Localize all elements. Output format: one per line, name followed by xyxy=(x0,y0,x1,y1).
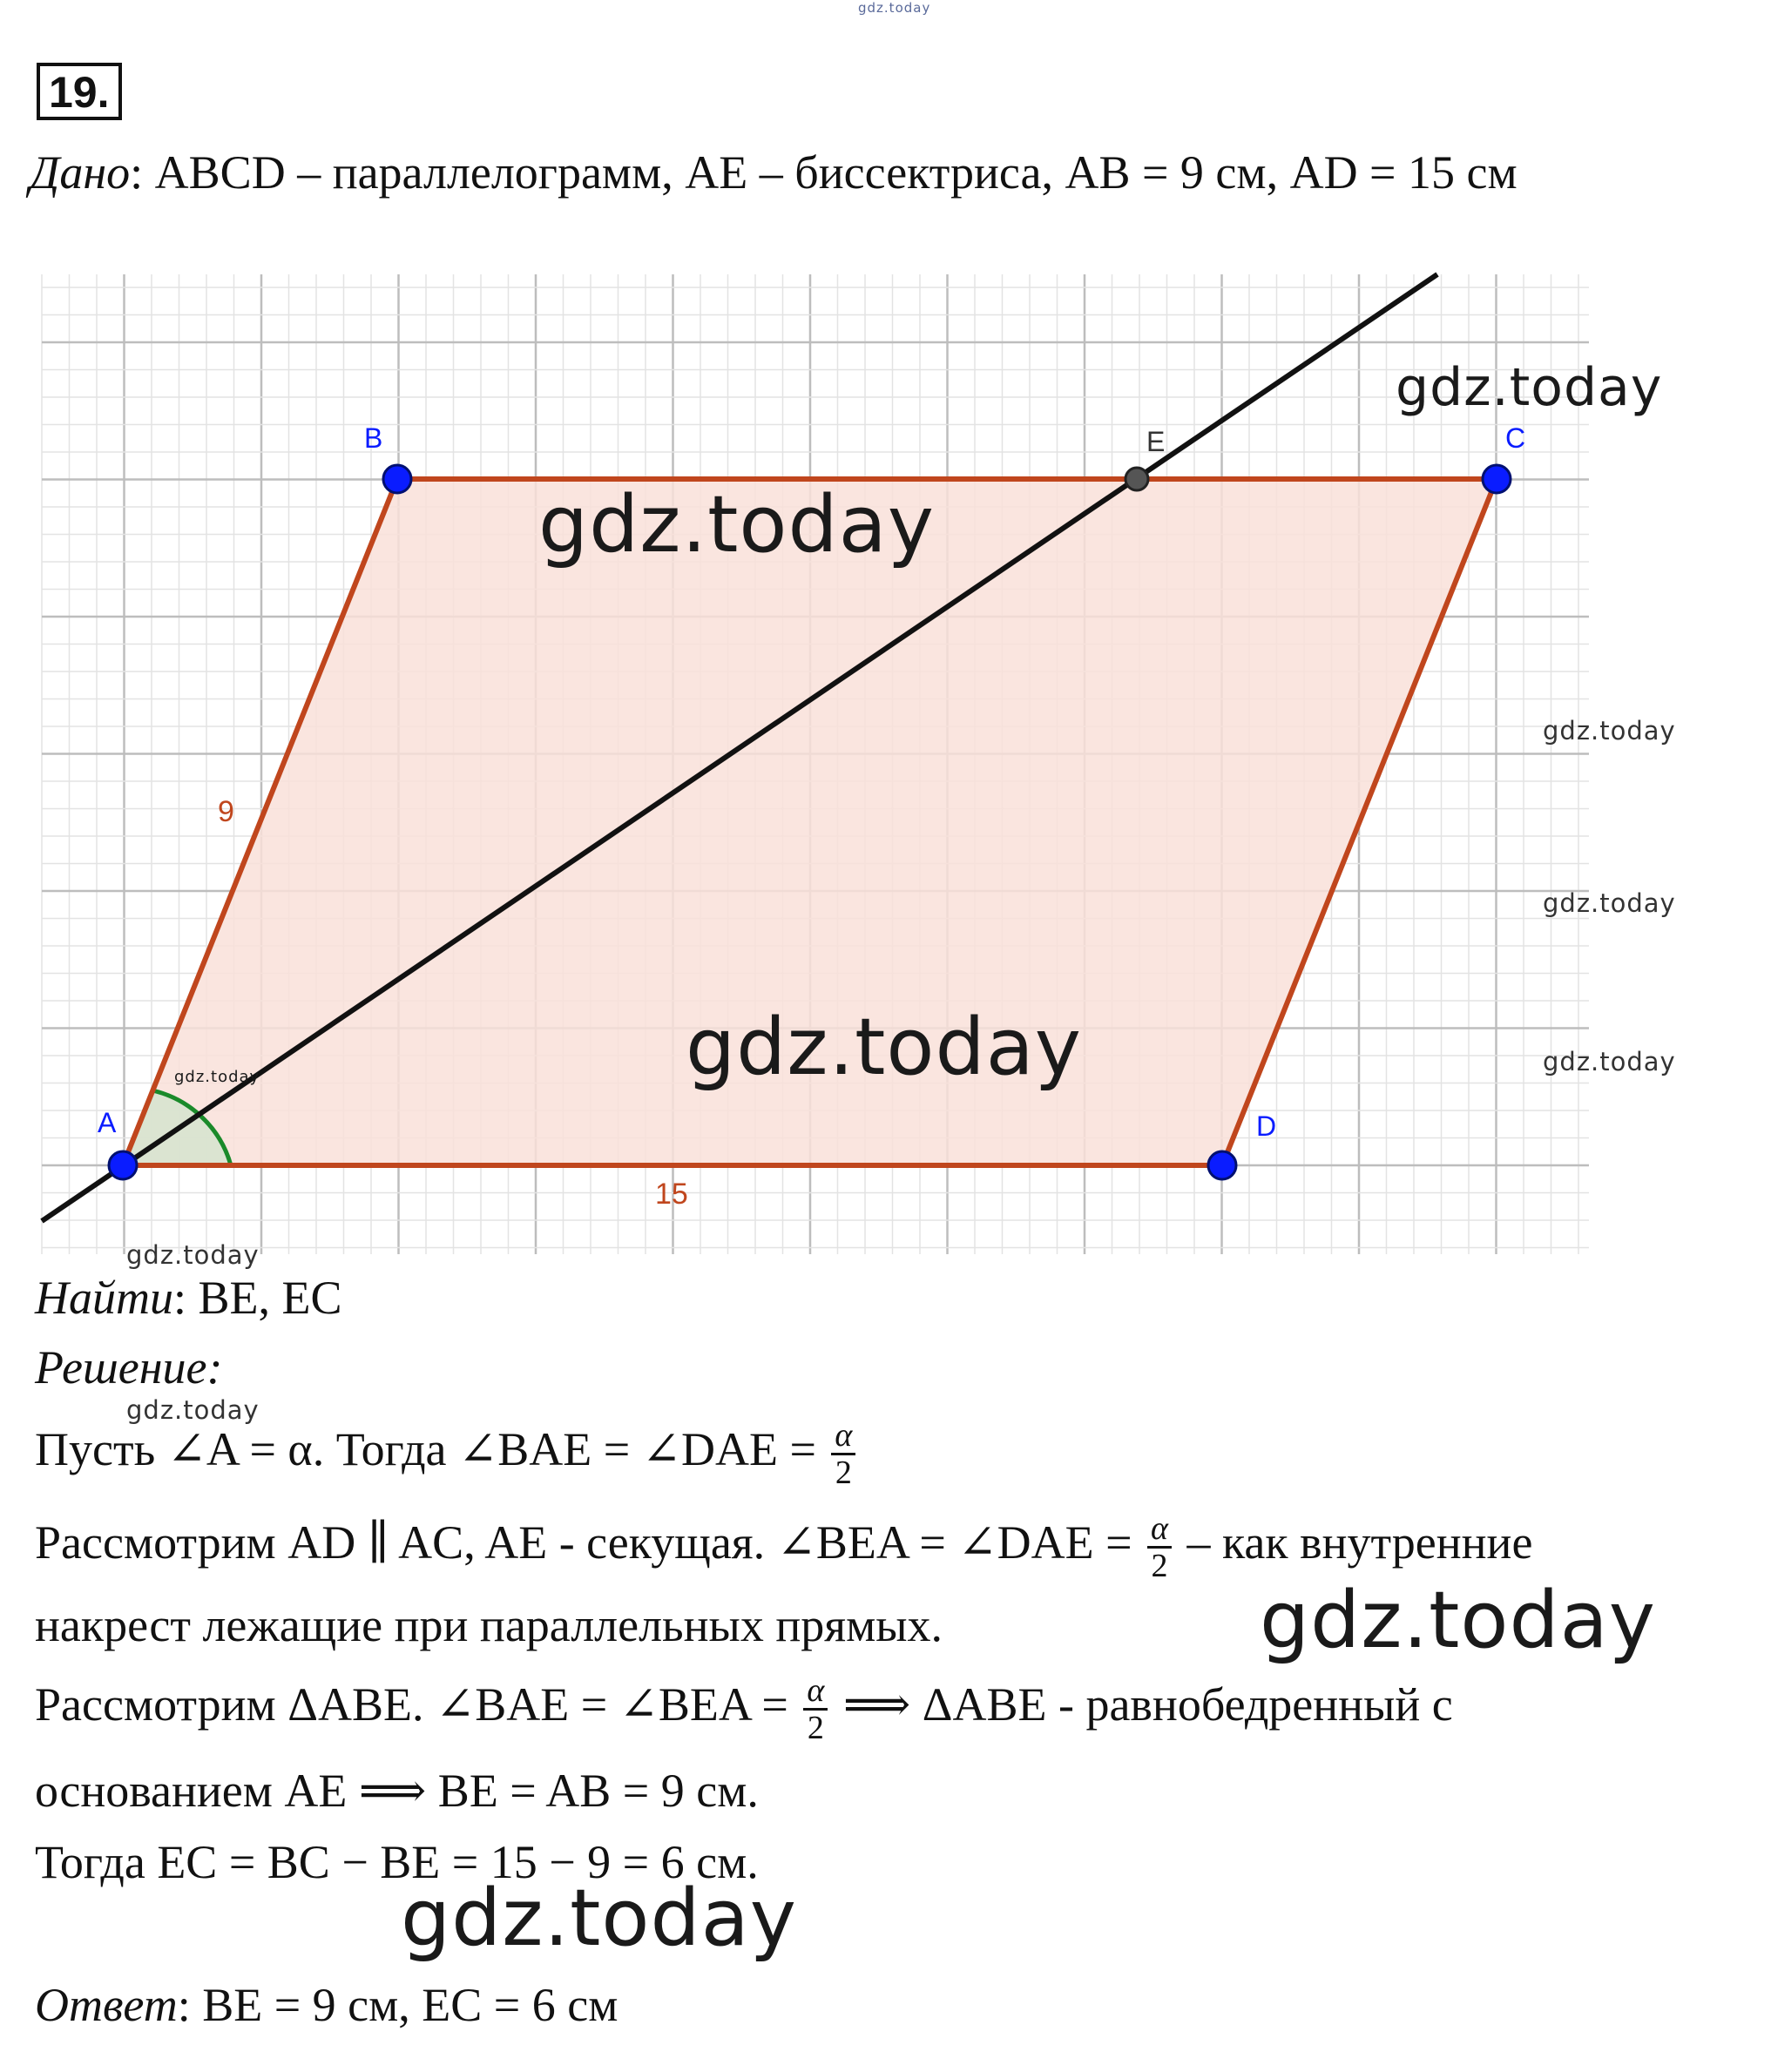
problem-number: 19. xyxy=(37,63,122,120)
solution-line-3: накрест лежащие при параллельных прямых. xyxy=(35,1599,943,1651)
solution-label: Решение: xyxy=(35,1341,223,1394)
watermark-top: gdz.today xyxy=(858,0,931,16)
answer-label: Ответ xyxy=(35,1979,178,2031)
watermark-figure-upper: gdz.today xyxy=(538,479,936,570)
watermark-bottom: gdz.today xyxy=(401,1873,798,1964)
fraction-num: α xyxy=(803,1673,828,1711)
fraction-alpha-half-2 xyxy=(1147,1511,1172,1583)
find-line xyxy=(35,1272,342,1324)
point-a xyxy=(109,1151,137,1179)
point-e xyxy=(1125,468,1148,490)
watermark-figure-right-1: gdz.today xyxy=(1543,716,1676,746)
point-c-label: C xyxy=(1505,422,1526,454)
solution-line-2-text: Рассмотрим AD ∥ AC, AE - секущая. ∠BEA = ∠DAE = xyxy=(35,1515,1132,1569)
fraction-alpha-half-1 xyxy=(831,1418,855,1490)
side-ab-label: 9 xyxy=(218,795,234,828)
given-line xyxy=(30,146,1518,199)
fraction-alpha-half-3 xyxy=(803,1673,828,1745)
given-label: Дано xyxy=(30,146,131,199)
solution-line-2 xyxy=(35,1511,1532,1583)
fraction-num: α xyxy=(1147,1511,1172,1549)
point-d-label: D xyxy=(1256,1110,1277,1142)
watermark-solution: gdz.today xyxy=(126,1395,260,1425)
watermark-figure-right-2: gdz.today xyxy=(1543,888,1676,918)
fraction-den: 2 xyxy=(1151,1548,1168,1584)
solution-line-4 xyxy=(35,1673,1453,1745)
fraction-num: α xyxy=(831,1418,855,1455)
solution-line-5: основанием AE ⟹ BE = AB = 9 см. xyxy=(35,1765,759,1817)
answer-line xyxy=(35,1979,618,2031)
watermark-figure-right-3: gdz.today xyxy=(1543,1047,1676,1076)
point-e-label: E xyxy=(1146,426,1166,457)
point-b xyxy=(383,465,411,493)
solution-line-6: Тогда EC = BC − BE = 15 − 9 = 6 см. xyxy=(35,1836,759,1888)
watermark-figure-lower: gdz.today xyxy=(686,1002,1083,1093)
side-ad-label: 15 xyxy=(655,1178,688,1211)
given-text: : ABCD – параллелограмм, AE – биссектриса, AB = 9 см, AD = 15 см xyxy=(130,146,1518,199)
fraction-den: 2 xyxy=(835,1454,852,1491)
solution-line-2-tail: – как внутренние xyxy=(1186,1515,1533,1569)
find-label: Найти xyxy=(35,1272,173,1324)
point-d xyxy=(1208,1151,1236,1179)
solution-line-4-text: Рассмотрим ΔABE. ∠BAE = ∠BEA = xyxy=(35,1677,788,1731)
watermark-solution-right: gdz.today xyxy=(1260,1575,1657,1666)
watermark-figure-bottom: gdz.today xyxy=(126,1240,260,1270)
point-b-label: B xyxy=(364,422,383,454)
solution-line-4-tail: ⟹ ΔABE - равнобедренный с xyxy=(842,1677,1453,1731)
point-a-label: A xyxy=(98,1107,117,1138)
fraction-den: 2 xyxy=(807,1710,824,1746)
watermark-figure-top-right: gdz.today xyxy=(1396,357,1663,418)
watermark-angle: gdz.today xyxy=(174,1068,260,1086)
point-c xyxy=(1483,465,1511,493)
solution-line-1 xyxy=(35,1418,859,1490)
find-text: : BE, EC xyxy=(173,1272,342,1324)
solution-line-1-text: Пусть ∠A = α. Тогда ∠BAE = ∠DAE = xyxy=(35,1422,816,1475)
answer-text: : BE = 9 см, EC = 6 см xyxy=(177,1979,618,2031)
